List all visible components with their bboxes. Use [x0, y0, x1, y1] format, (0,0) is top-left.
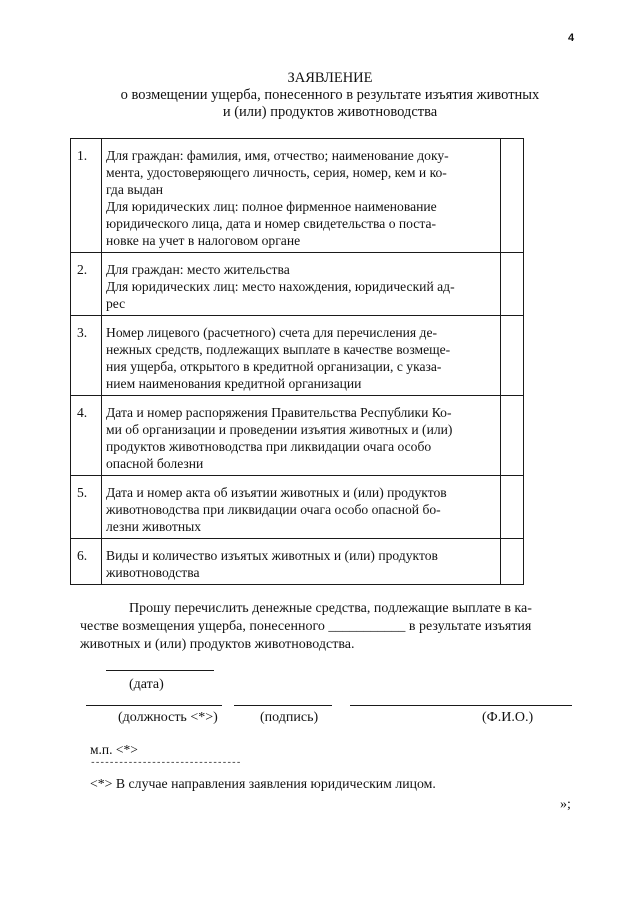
row-value-cell[interactable] [501, 316, 524, 396]
document-subtitle-line-1: о возмещении ущерба, понесенного в результате изъятия животных [120, 87, 540, 103]
document-header [60, 70, 600, 121]
page-number: 4 [568, 32, 575, 44]
row-description-line: нежных средств, подлежащих выплате в качестве возмеще- [106, 342, 451, 357]
row-description-line: лезни животных [106, 519, 202, 534]
row-description [102, 253, 501, 316]
document-title: ЗАЯВЛЕНИЕ [287, 70, 373, 86]
row-description-line: продуктов животноводства при ликвидации очага особо [106, 439, 432, 454]
request-line-2: честве возмещения ущерба, понесенного ___________ в результате изъятия [80, 619, 532, 634]
row-description-line: мента, удостоверяющего личность, серия, номер, кем и ко- [106, 165, 447, 180]
claim-table-row [71, 396, 524, 476]
row-description-line: животноводства [106, 565, 200, 580]
row-description-line: рес [106, 296, 126, 311]
row-description [102, 396, 501, 476]
row-description-line: юридического лица, дата и номер свидетельства о поста- [106, 216, 437, 231]
request-line-1: Прошу перечислить денежные средства, подлежащие выплате в ка- [129, 601, 532, 616]
row-number: 2. [71, 253, 102, 316]
date-line[interactable] [106, 670, 214, 671]
row-value-cell[interactable] [501, 253, 524, 316]
row-description [102, 316, 501, 396]
row-value-cell[interactable] [501, 396, 524, 476]
row-description-line: Для юридических лиц: место нахождения, юридический ад- [106, 279, 455, 294]
row-value-cell[interactable] [501, 139, 524, 253]
row-description-line: Виды и количество изъятых животных и (или) продуктов [106, 548, 438, 563]
row-number: 1. [71, 139, 102, 253]
request-paragraph [80, 600, 585, 654]
row-description-line: Дата и номер акта об изъятии животных и (или) продуктов [106, 485, 447, 500]
position-line[interactable] [86, 705, 222, 706]
stamp-mark: м.п. <*> [90, 742, 138, 757]
footnote-separator: -------------------------------- [90, 757, 241, 768]
row-description-line: Для юридических лиц: полное фирменное наименование [106, 199, 437, 214]
signature-label: (подпись) [260, 710, 319, 725]
signature-line[interactable] [234, 705, 332, 706]
row-value-cell[interactable] [501, 539, 524, 585]
claim-table-row [71, 316, 524, 396]
request-line-3: животных и (или) продуктов животноводства. [80, 637, 355, 652]
row-description-line: нием наименования кредитной организации [106, 376, 362, 391]
document-subtitle-line-2: и (или) продуктов животноводства [222, 104, 438, 120]
row-description-line: животноводства при ликвидации очага особо опасной бо- [106, 502, 441, 517]
closing-quote: »; [560, 797, 571, 812]
row-description-line: ми об организации и проведении изъятия животных и (или) [106, 422, 453, 437]
row-value-cell[interactable] [501, 476, 524, 539]
row-description-line: ния ущерба, открытого в кредитной организации, с указа- [106, 359, 442, 374]
row-number: 6. [71, 539, 102, 585]
footnote: <*> В случае направления заявления юридическим лицом. [90, 776, 436, 791]
claim-table [70, 138, 524, 585]
row-description-line: Дата и номер распоряжения Правительства Республики Ко- [106, 405, 452, 420]
row-description [102, 539, 501, 585]
position-label: (должность <*>) [118, 710, 218, 725]
claim-table-row [71, 253, 524, 316]
row-description-line: Для граждан: место жительства [106, 262, 290, 277]
row-description-line: Номер лицевого (расчетного) счета для перечисления де- [106, 325, 438, 340]
full-name-line[interactable] [350, 705, 572, 706]
full-name-label: (Ф.И.О.) [482, 710, 534, 725]
row-description [102, 476, 501, 539]
claim-table-row [71, 476, 524, 539]
date-label: (дата) [129, 677, 164, 692]
row-description [102, 139, 501, 253]
row-number: 5. [71, 476, 102, 539]
row-description-line: новке на учет в налоговом органе [106, 233, 301, 248]
row-description-line: Для граждан: фамилия, имя, отчество; наименование доку- [106, 148, 449, 163]
row-description-line: гда выдан [106, 182, 164, 197]
claim-table-row [71, 539, 524, 585]
row-number: 3. [71, 316, 102, 396]
row-number: 4. [71, 396, 102, 476]
row-description-line: опасной болезни [106, 456, 204, 471]
claim-table-row [71, 139, 524, 253]
